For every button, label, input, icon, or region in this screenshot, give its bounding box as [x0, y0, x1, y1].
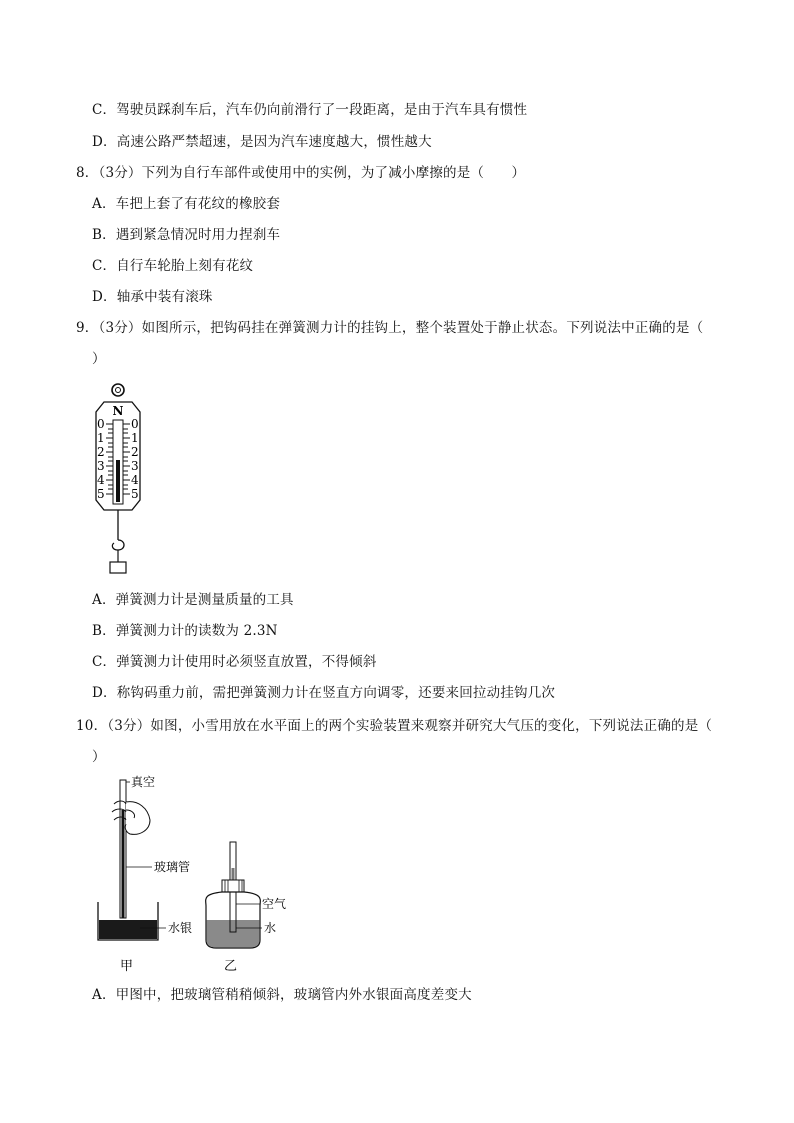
q8-option-a: A．车把上套了有花纹的橡胶套 — [92, 196, 281, 212]
q8-option-c: C．自行车轮胎上刻有花纹 — [92, 258, 254, 274]
q9-stem-continuation: ） — [92, 351, 106, 367]
bottle-water — [207, 920, 260, 947]
q10-option-a: A．甲图中，把玻璃管稍稍倾斜，玻璃管内外水银面高度差变大 — [92, 987, 472, 1003]
label-vacuum: 真空 — [131, 775, 156, 789]
q10-stem-continuation: ） — [92, 749, 106, 765]
q9-option-c: C．弹簧测力计使用时必须竖直放置，不得倾斜 — [92, 654, 377, 670]
q10-stem: 10．（3分）如图，小雪用放在水平面上的两个实验装置来观察并研究大气压的变化，下列说法正确的是（ — [76, 718, 713, 734]
q9-option-b: B．弹簧测力计的读数为 2.3N — [92, 623, 278, 639]
right-num-1: 1 — [131, 431, 139, 445]
mercury-column — [122, 810, 125, 918]
left-num-3: 3 — [97, 459, 105, 473]
scale-numbers-right — [131, 417, 139, 501]
indicator-bar — [116, 460, 120, 502]
q9-option-a: A．弹簧测力计是测量质量的工具 — [92, 592, 294, 608]
right-num-5: 5 — [131, 487, 139, 501]
left-num-2: 2 — [97, 445, 105, 459]
label-mercury: 水银 — [168, 921, 193, 935]
hook-weight — [110, 562, 126, 573]
unit-label: N — [112, 404, 124, 418]
q7-option-d: D．高速公路严禁超速，是因为汽车速度越大，惯性越大 — [92, 134, 432, 150]
left-num-5: 5 — [97, 487, 105, 501]
q9-option-d: D．称钩码重力前，需把弹簧测力计在竖直方向调零，还要来回拉动挂钩几次 — [92, 685, 556, 701]
right-num-2: 2 — [131, 445, 139, 459]
label-glass-tube: 玻璃管 — [154, 860, 191, 874]
left-num-1: 1 — [97, 431, 105, 445]
caption-left: 甲 — [120, 959, 134, 974]
spring-scale-figure — [90, 380, 150, 578]
top-ring-inner — [116, 388, 121, 393]
top-ring — [112, 384, 124, 396]
label-water: 水 — [264, 921, 277, 935]
left-num-4: 4 — [97, 473, 105, 487]
mercury-pool — [99, 920, 157, 939]
right-num-3: 3 — [131, 459, 139, 473]
right-num-0: 0 — [131, 417, 139, 431]
q8-stem: 8．（3分）下列为自行车部件或使用中的实例，为了减小摩擦的是（ ） — [76, 165, 526, 181]
q8-option-d: D．轴承中装有滚珠 — [92, 289, 213, 305]
left-num-0: 0 — [97, 417, 105, 431]
caption-right: 乙 — [224, 959, 238, 974]
label-air: 空气 — [262, 897, 287, 911]
hand-icon — [125, 802, 150, 835]
hook-icon — [112, 540, 124, 550]
scale-numbers-left — [97, 417, 105, 501]
right-num-4: 4 — [131, 473, 139, 487]
pressure-experiment-figure — [90, 770, 300, 980]
q9-stem: 9．（3分）如图所示，把钩码挂在弹簧测力计的挂钩上，整个装置处于静止状态。下列说法中正确的是（ — [76, 320, 704, 336]
q7-option-c: C．驾驶员踩刹车后，汽车仍向前滑行了一段距离，是由于汽车具有惯性 — [92, 102, 528, 118]
q8-option-b: B．遇到紧急情况时用力捏刹车 — [92, 227, 281, 243]
